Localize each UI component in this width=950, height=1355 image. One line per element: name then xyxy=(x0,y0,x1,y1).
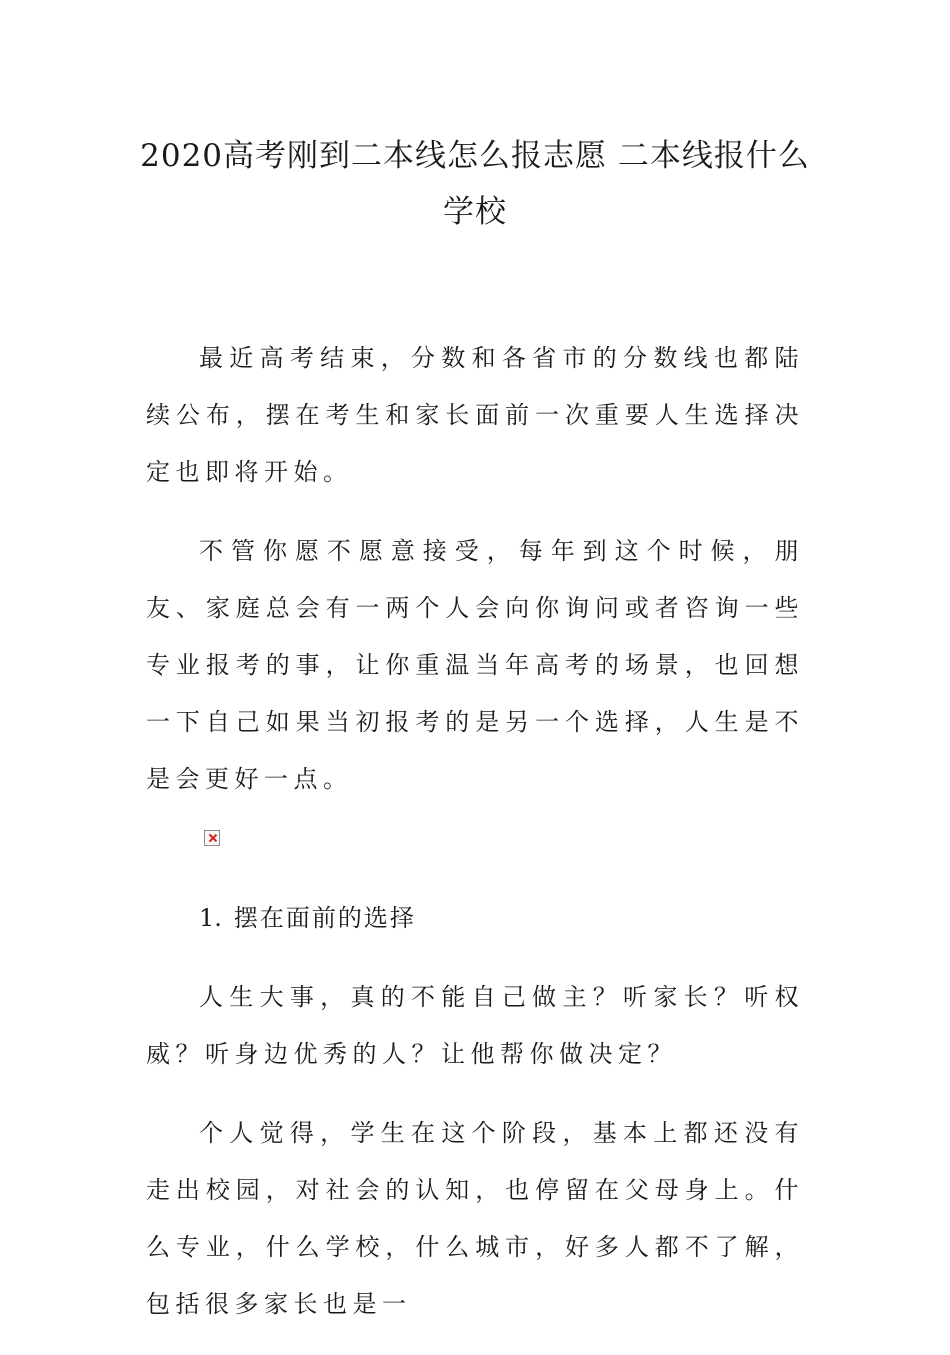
section-number: 1. xyxy=(199,904,222,932)
section-heading-text: 摆在面前的选择 xyxy=(233,904,416,932)
broken-image-icon xyxy=(204,830,220,846)
paragraph: 人生大事，真的不能自己做主？听家长？听权威？听身边优秀的人？让他帮你做决定？ xyxy=(146,983,804,1068)
paragraph: 不管你愿不愿意接受，每年到这个时候，朋友、家庭总会有一两个人会向你询问或者咨询一些专业报考的事，让你重温当年高考的场景，也回想一下自己如果当初报考的是另一个选择，人生是不是会更好一点。 xyxy=(146,537,804,793)
paragraph: 个人觉得，学生在这个阶段，基本上都还没有走出校园，对社会的认知，也停留在父母身上。什么专业，什么学校，什么城市，好多人都不了解，包括很多家长也是一 xyxy=(146,1119,804,1318)
document-title: 2020高考刚到二本线怎么报志愿 二本线报什么学校 xyxy=(140,138,810,230)
section-heading xyxy=(146,890,804,947)
paragraph: 最近高考结束，分数和各省市的分数线也都陆续公布，摆在考生和家长面前一次重要人生选择决定也即将开始。 xyxy=(146,344,804,486)
document-body xyxy=(146,330,804,1355)
